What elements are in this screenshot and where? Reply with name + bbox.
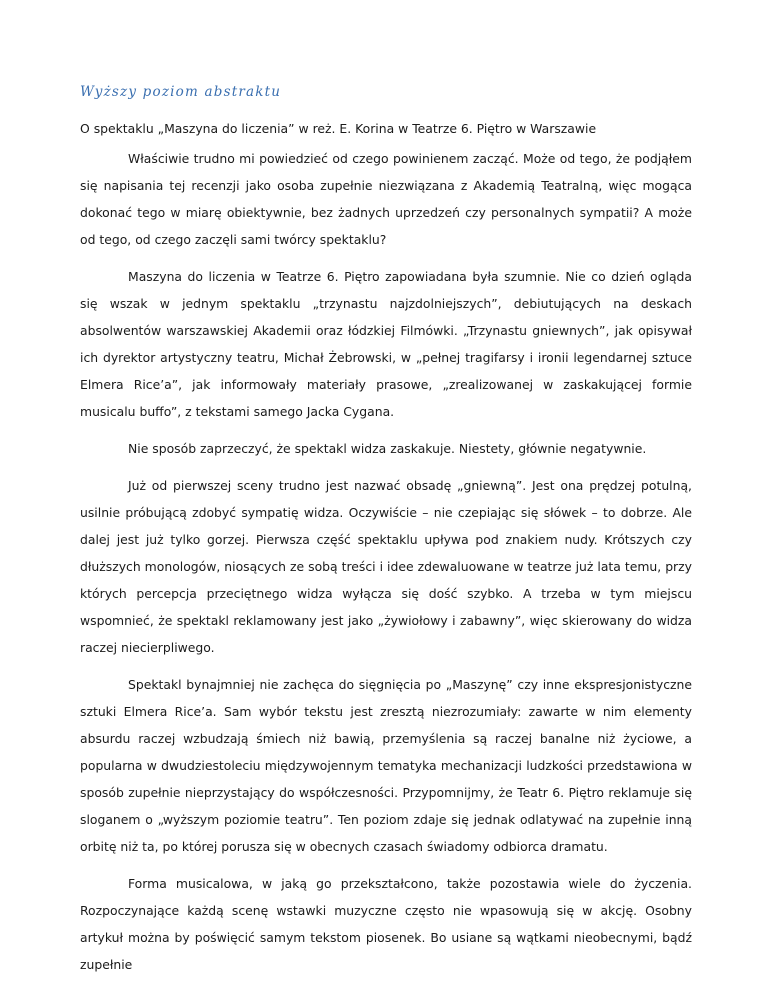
paragraph: Już od pierwszej sceny trudno jest nazwać obsadę „gniewną”. Jest ona prędzej potulną, usilnie próbującą zdobyć sympatię widza. Oczywiście – nie czepiając się słówek – to dobrze. Ale dalej jest już tylko gorzej. Pierwsza część spektaklu upływa pod znakiem nudy. Krótszych czy dłuższych monologów, niosących ze sobą treści i idee zdewaluowane w teatrze już lata temu, przy których percepcja przeciętnego widza wyłącza się dość szybko. A trzeba w tym miejscu wspomnieć, że spektakl reklamowany jest jako „żywiołowy i zabawny”, więc skierowany do widza raczej niecierpliwego. [80,478,692,655]
paragraph: Maszyna do liczenia w Teatrze 6. Piętro zapowiadana była szumnie. Nie co dzień ogląda się wszak w jednym spektaklu „trzynastu najzdolniejszych”, debiutujących na deskach absolwentów warszawskiej Akademii oraz łódzkiej Filmówki. „Trzynastu gniewnych”, jak opisywał ich dyrektor artystyczny teatru, Michał Żebrowski, w „pełnej tragifarsy i ironii legendarnej sztuce Elmera Rice’a”, jak informowały materiały prasowe, „zrealizowanej w zaskakującej formie musicalu buffo”, z tekstami samego Jacka Cygana. [80,269,692,419]
article-body [80,145,692,978]
paragraph: Forma musicalowa, w jaką go przekształcono, także pozostawia wiele do życzenia. Rozpoczynające każdą scenę wstawki muzyczne często nie wpasowują się w akcję. Osobny artykuł można by poświęcić samym tekstom piosenek. Bo usiane są wątkami nieobecnymi, bądź zupełnie [80,876,692,972]
paragraph: Spektakl bynajmniej nie zachęca do sięgnięcia po „Maszynę” czy inne ekspresjonistyczne sztuki Elmera Rice’a. Sam wybór tekstu jest zresztą niezrozumiały: zawarte w nim elementy absurdu raczej wzbudzają śmiech niż bawią, przemyślenia są raczej banalne niż życiowe, a popularna w dwudziestoleciu międzywojennym tematyka mechanizacji ludzkości przedstawiona w sposób zupełnie nieprzystający do współczesności. Przypomnijmy, że Teatr 6. Piętro reklamuje się sloganem o „wyższym poziomie teatru”. Ten poziom zdaje się jednak odlatywać na zupełnie inną orbitę niż ta, po której porusza się w obecnych czasach świadomy odbiorca dramatu. [80,677,692,854]
paragraph: Właściwie trudno mi powiedzieć od czego powinienem zacząć. Może od tego, że podjąłem się napisania tej recenzji jako osoba zupełnie niezwiązana z Akademią Teatralną, więc mogąca dokonać tego w miarę obiektywnie, bez żadnych uprzedzeń czy personalnych sympatii? A może od tego, od czego zaczęli sami twórcy spektaklu? [80,151,692,247]
article-title: Wyższy poziom abstraktu [80,84,282,100]
paragraph: Nie sposób zaprzeczyć, że spektakl widza zaskakuje. Niestety, głównie negatywnie. [128,441,647,456]
article-subtitle: O spektaklu „Maszyna do liczenia” w reż. E. Korina w Teatrze 6. Piętro w Warszawie [80,121,597,136]
